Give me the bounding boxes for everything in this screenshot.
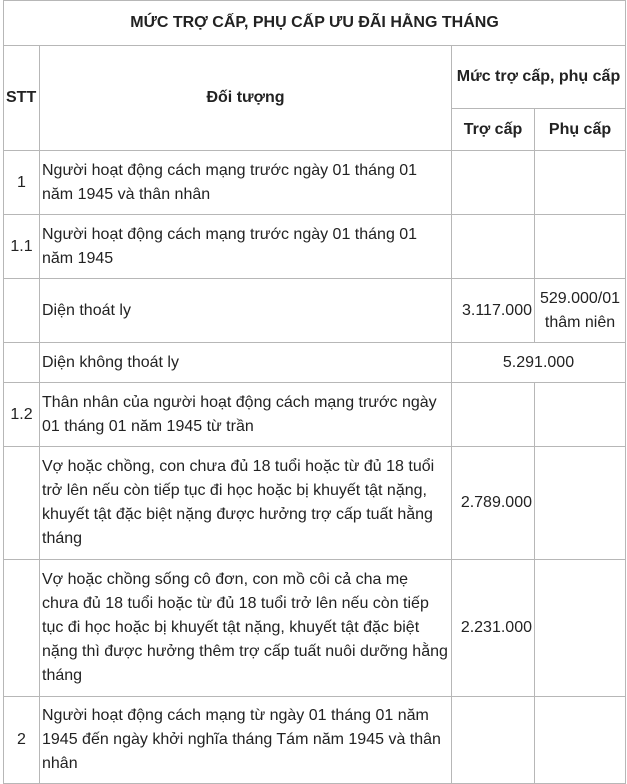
row-doi-tuong: Diện thoát ly [40,279,452,343]
table-row [4,343,626,383]
row-stt: 1 [4,151,40,215]
row-stt: 2 [4,697,40,784]
row-tro-cap [452,215,535,279]
row-tro-cap: 2.231.000 [452,560,535,697]
row-phu-cap [535,151,626,215]
table-title: MỨC TRỢ CẤP, PHỤ CẤP ƯU ĐÃI HẰNG THÁNG [4,1,626,46]
table-row [4,447,626,560]
header-row [4,46,626,109]
header-stt: STT [4,46,40,151]
row-doi-tuong: Vợ hoặc chồng, con chưa đủ 18 tuổi hoặc từ đủ 18 tuổi trở lên nếu còn tiếp tục đi học hoặc bị khuyết tật nặng, khuyết tật đặc biệt nặng được hưởng trợ cấp tuất hằng tháng [40,447,452,560]
row-doi-tuong: Thân nhân của người hoạt động cách mạng trước ngày 01 tháng 01 năm 1945 từ trần [40,383,452,447]
row-stt: 1.1 [4,215,40,279]
row-stt [4,560,40,697]
row-stt [4,343,40,383]
table-row [4,215,626,279]
row-doi-tuong: Vợ hoặc chồng sống cô đơn, con mồ côi cả cha mẹ chưa đủ 18 tuổi hoặc từ đủ 18 tuổi trở lên nếu còn tiếp tục đi học hoặc bị khuyết tật nặng, khuyết tật đặc biệt nặng thì được hưởng thêm trợ cấp tuất nuôi dưỡng hằng tháng [40,560,452,697]
table-row [4,279,626,343]
row-doi-tuong: Người hoạt động cách mạng trước ngày 01 tháng 01 năm 1945 và thân nhân [40,151,452,215]
row-phu-cap [535,560,626,697]
table-row [4,151,626,215]
row-tro-cap [452,697,535,784]
row-doi-tuong: Người hoạt động cách mạng trước ngày 01 tháng 01 năm 1945 [40,215,452,279]
allowance-table [3,0,626,784]
row-stt: 1.2 [4,383,40,447]
table-row [4,560,626,697]
row-doi-tuong: Diện không thoát ly [40,343,452,383]
row-stt [4,447,40,560]
row-tro-cap [452,383,535,447]
row-doi-tuong: Người hoạt động cách mạng từ ngày 01 tháng 01 năm 1945 đến ngày khởi nghĩa tháng Tám năm 1945 và thân nhân [40,697,452,784]
header-tro-cap: Trợ cấp [452,109,535,151]
header-muc: Mức trợ cấp, phụ cấp [452,46,626,109]
table-row [4,697,626,784]
row-phu-cap [535,383,626,447]
row-phu-cap [535,447,626,560]
row-tro-cap: 2.789.000 [452,447,535,560]
row-stt [4,279,40,343]
table-row [4,383,626,447]
row-merged-value: 5.291.000 [452,343,626,383]
row-tro-cap [452,151,535,215]
header-phu-cap: Phụ cấp [535,109,626,151]
row-tro-cap: 3.117.000 [452,279,535,343]
row-phu-cap: 529.000/01 thâm niên [535,279,626,343]
title-row [4,1,626,46]
row-phu-cap [535,697,626,784]
header-doi-tuong: Đối tượng [40,46,452,151]
row-phu-cap [535,215,626,279]
